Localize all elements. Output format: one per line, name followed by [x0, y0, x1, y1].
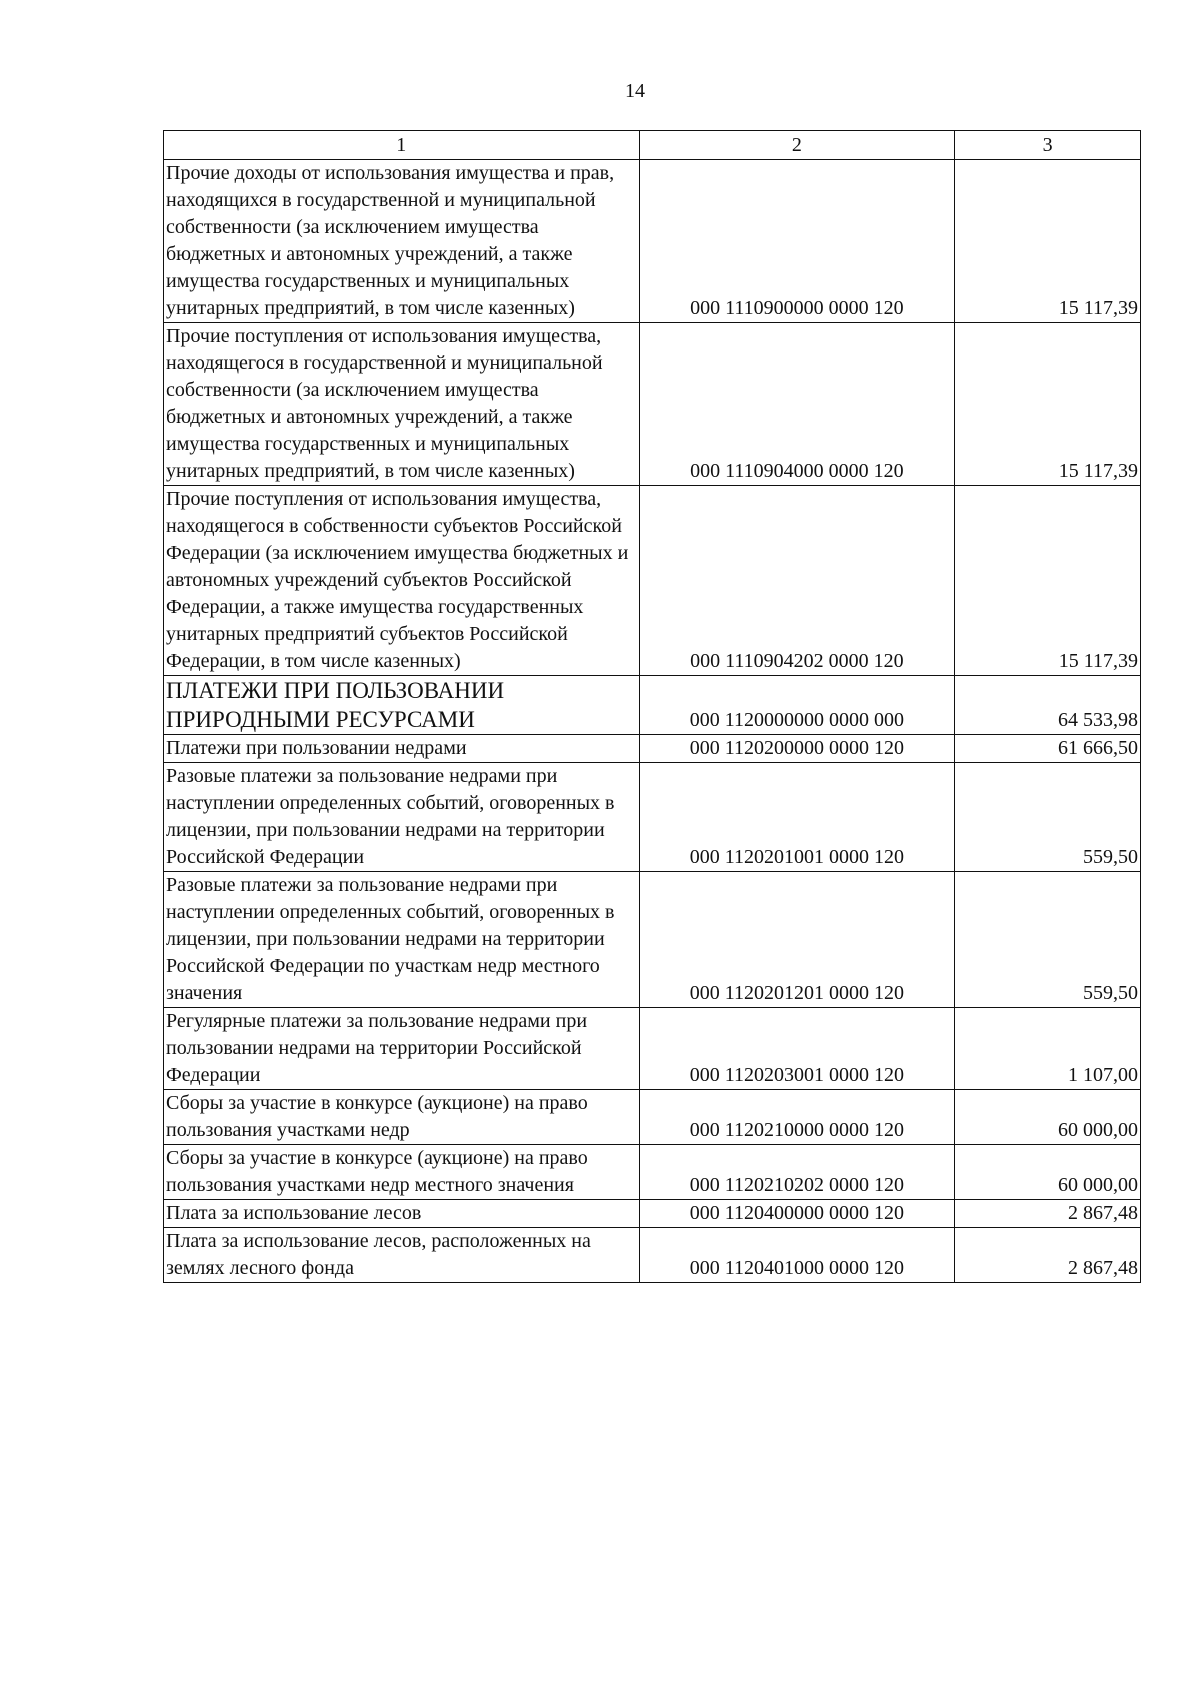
row-name: Прочие доходы от использования имущества и прав, находящихся в государственной и муниципальной собственности (за исключением имущества бюджетных и автономных учреждений, а также имущества государственных и муниципальных унитарных предприятий, в том числе казенных)	[164, 160, 640, 323]
row-code: 000 1120201201 0000 120	[639, 872, 955, 1008]
row-code: 000 1120000000 0000 000	[639, 676, 955, 735]
row-amount: 61 666,50	[955, 735, 1141, 763]
column-header-3: 3	[955, 131, 1141, 160]
column-header-1: 1	[164, 131, 640, 160]
row-name: Сборы за участие в конкурсе (аукционе) на право пользования участками недр местного значения	[164, 1145, 640, 1200]
row-amount: 64 533,98	[955, 676, 1141, 735]
table-row	[164, 486, 1141, 676]
row-code: 000 1120210000 0000 120	[639, 1090, 955, 1145]
row-amount: 559,50	[955, 763, 1141, 872]
row-amount: 2 867,48	[955, 1200, 1141, 1228]
row-name: ПЛАТЕЖИ ПРИ ПОЛЬЗОВАНИИ ПРИРОДНЫМИ РЕСУРСАМИ	[164, 676, 640, 735]
row-code: 000 1120201001 0000 120	[639, 763, 955, 872]
table-row	[164, 735, 1141, 763]
table-row	[164, 1145, 1141, 1200]
row-name: Регулярные платежи за пользование недрами при пользовании недрами на территории Российской Федерации	[164, 1008, 640, 1090]
row-amount: 15 117,39	[955, 323, 1141, 486]
row-amount: 2 867,48	[955, 1228, 1141, 1283]
table-row	[164, 160, 1141, 323]
row-name: Плата за использование лесов	[164, 1200, 640, 1228]
row-amount: 1 107,00	[955, 1008, 1141, 1090]
row-name: Разовые платежи за пользование недрами при наступлении определенных событий, оговоренных в лицензии, при пользовании недрами на территории Российской Федерации	[164, 763, 640, 872]
column-header-2: 2	[639, 131, 955, 160]
table-row	[164, 872, 1141, 1008]
row-amount: 15 117,39	[955, 160, 1141, 323]
row-code: 000 1110904000 0000 120	[639, 323, 955, 486]
row-code: 000 1110904202 0000 120	[639, 486, 955, 676]
row-name: Прочие поступления от использования имущества, находящегося в государственной и муниципальной собственности (за исключением имущества бюджетных и автономных учреждений, а также имущества государственных и муниципальных унитарных предприятий, в том числе казенных)	[164, 323, 640, 486]
table-row	[164, 1008, 1141, 1090]
row-amount: 559,50	[955, 872, 1141, 1008]
row-name: Сборы за участие в конкурсе (аукционе) на право пользования участками недр	[164, 1090, 640, 1145]
revenue-table	[163, 130, 1141, 1283]
table-row	[164, 1228, 1141, 1283]
table-row	[164, 1200, 1141, 1228]
row-code: 000 1120203001 0000 120	[639, 1008, 955, 1090]
table-header-row	[164, 131, 1141, 160]
row-code: 000 1120401000 0000 120	[639, 1228, 955, 1283]
row-amount: 15 117,39	[955, 486, 1141, 676]
table-row	[164, 763, 1141, 872]
row-amount: 60 000,00	[955, 1090, 1141, 1145]
row-amount: 60 000,00	[955, 1145, 1141, 1200]
row-code: 000 1120210202 0000 120	[639, 1145, 955, 1200]
row-code: 000 1120200000 0000 120	[639, 735, 955, 763]
row-code: 000 1110900000 0000 120	[639, 160, 955, 323]
row-name: Платежи при пользовании недрами	[164, 735, 640, 763]
row-code: 000 1120400000 0000 120	[639, 1200, 955, 1228]
page-number: 14	[625, 80, 645, 102]
row-name: Прочие поступления от использования имущества, находящегося в собственности субъектов Российской Федерации (за исключением имущества бюджетных и автономных учреждений субъектов Российской Федерации, а также имущества государственных унитарных предприятий субъектов Российской Федерации, в том числе казенных)	[164, 486, 640, 676]
row-name: Разовые платежи за пользование недрами при наступлении определенных событий, оговоренных в лицензии, при пользовании недрами на территории Российской Федерации по участкам недр местного значения	[164, 872, 640, 1008]
table-row	[164, 676, 1141, 735]
table-row	[164, 1090, 1141, 1145]
row-name: Плата за использование лесов, расположенных на землях лесного фонда	[164, 1228, 640, 1283]
table-row	[164, 323, 1141, 486]
